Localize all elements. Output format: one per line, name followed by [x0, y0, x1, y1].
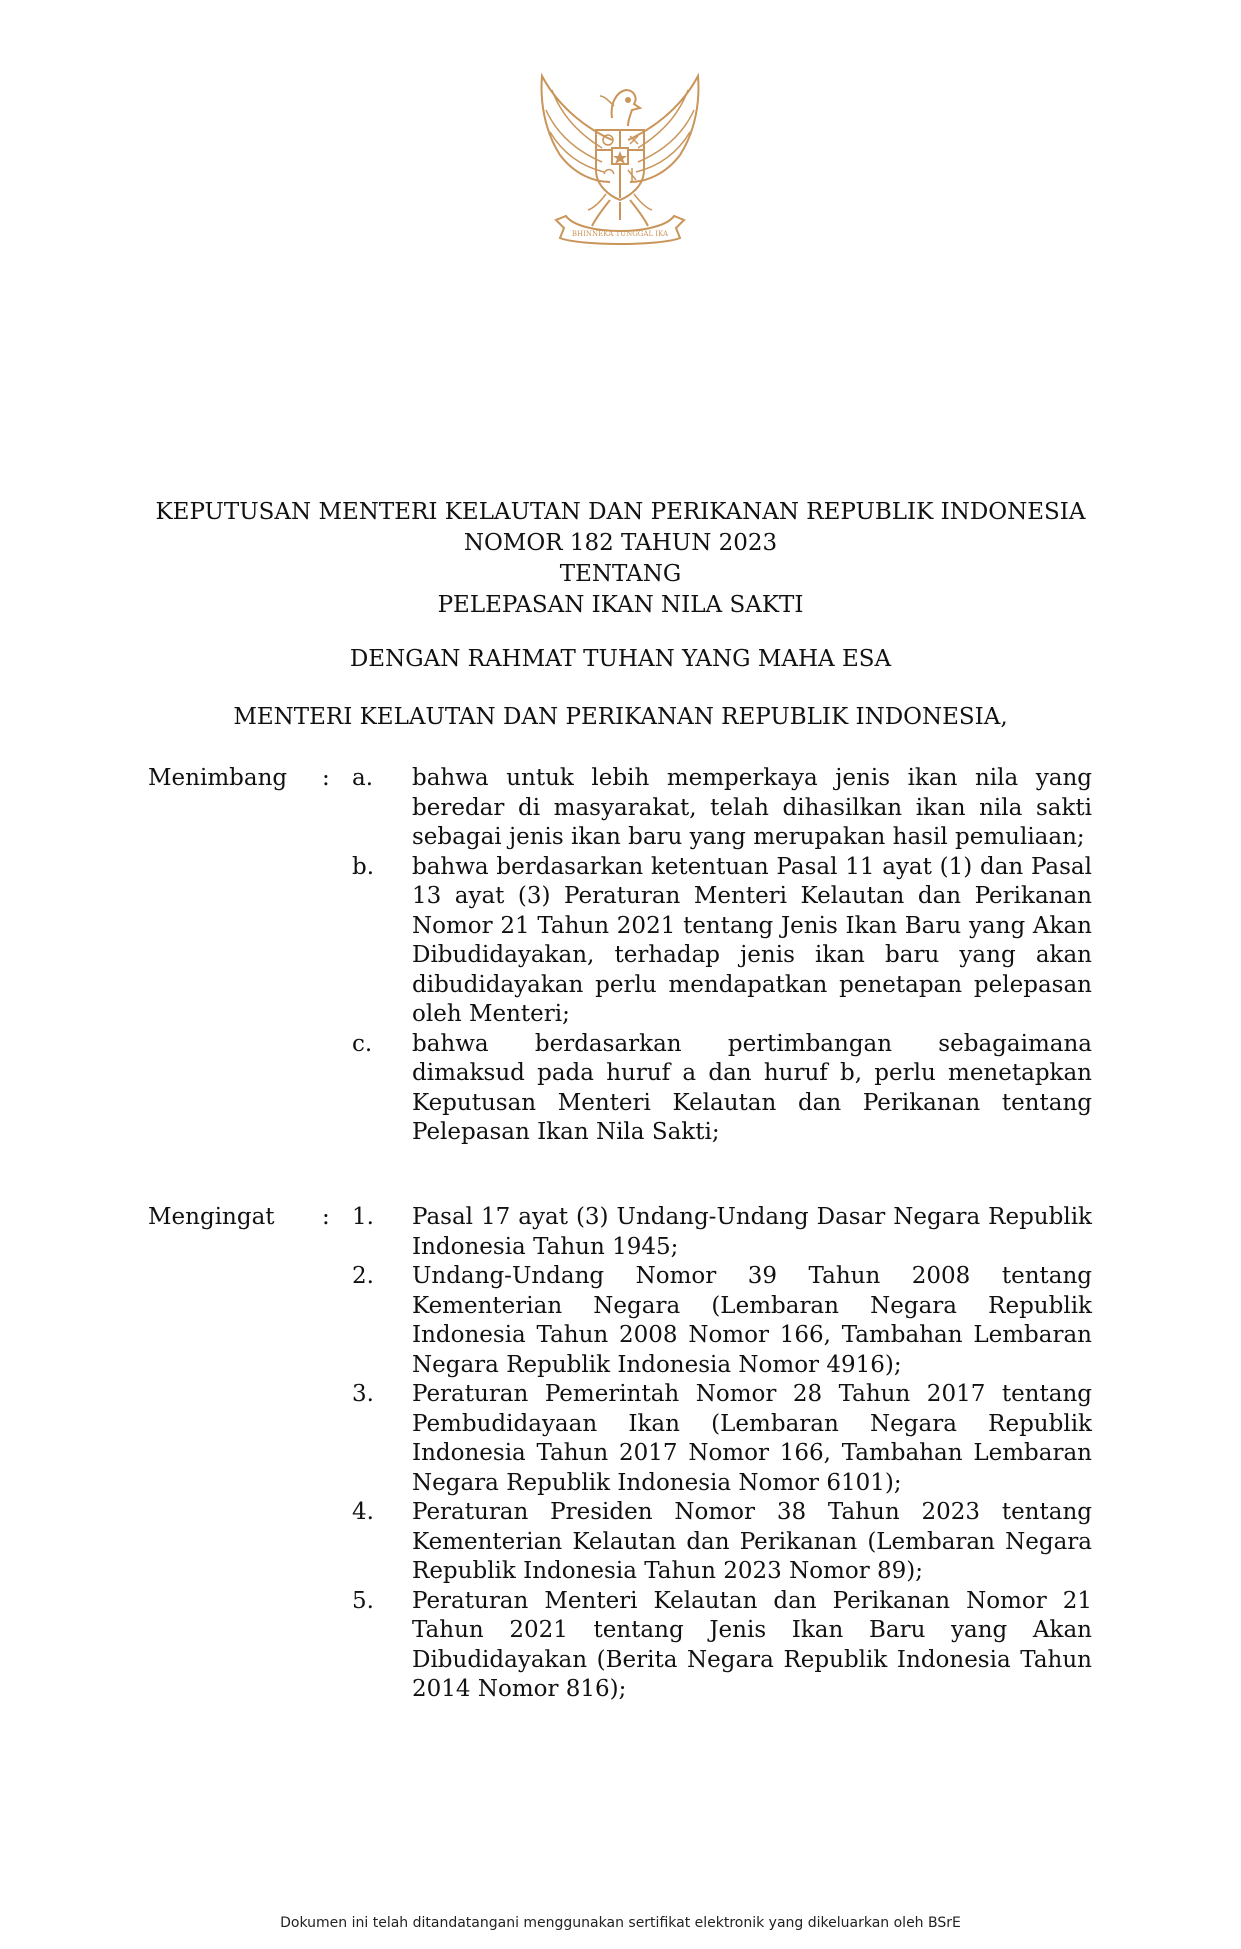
title-line-3: TENTANG [559, 561, 682, 587]
garuda-emblem-icon [530, 70, 710, 252]
considering-item [0, 764, 1241, 853]
title-line-2: NOMOR 182 TAHUN 2023 [463, 530, 778, 556]
recalling-label: Mengingat [148, 1204, 275, 1230]
item-text: Peraturan Pemerintah Nomor 28 Tahun 2017 tentang Pembudidayaan Ikan (Lembaran Negara Republik Indonesia Tahun 2017 Nomor 166, Tambahan Lembaran Negara Republik Indonesia Nomor 6101); [412, 1381, 1092, 1496]
item-marker: 4. [352, 1499, 374, 1525]
considering-item [0, 1030, 1241, 1148]
considering-item [0, 853, 1241, 1030]
considering-section [0, 764, 1241, 1148]
item-marker: a. [352, 765, 374, 791]
item-marker: 1. [352, 1204, 374, 1230]
issuing-official: MENTERI KELAUTAN DAN PERIKANAN REPUBLIK INDONESIA, [233, 704, 1008, 730]
recalling-section [0, 1203, 1241, 1705]
recalling-colon: : [322, 1204, 330, 1230]
item-text: Undang-Undang Nomor 39 Tahun 2008 tentang Kementerian Negara (Lembaran Negara Republik Indonesia Tahun 2008 Nomor 166, Tambahan Lembaran Negara Republik Indonesia Nomor 4916); [412, 1263, 1092, 1378]
item-marker: c. [352, 1030, 373, 1057]
document-title [0, 497, 1241, 621]
invocation: DENGAN RAHMAT TUHAN YANG MAHA ESA [349, 646, 892, 672]
item-marker: 3. [352, 1381, 374, 1407]
considering-colon: : [322, 765, 330, 791]
item-text: Pasal 17 ayat (3) Undang-Undang Dasar Negara Republik Indonesia Tahun 1945; [412, 1204, 1092, 1260]
signature-footer-note: Dokumen ini telah ditandatangani menggunakan sertifikat elektronik yang dikeluarkan oleh BSrE [280, 1915, 961, 1931]
considering-label: Menimbang [148, 765, 288, 791]
item-marker: 5. [352, 1587, 374, 1614]
svg-text:BHINNEKA TUNGGAL IKA: BHINNEKA TUNGGAL IKA [571, 230, 669, 238]
title-line-1: KEPUTUSAN MENTERI KELAUTAN DAN PERIKANAN REPUBLIK INDONESIA [155, 499, 1086, 525]
recalling-item [0, 1498, 1241, 1587]
item-text: bahwa untuk lebih memperkaya jenis ikan nila yang beredar di masyarakat, telah dihasilkan ikan nila sakti sebagai jenis ikan baru yang merupakan hasil pemuliaan; [412, 765, 1092, 850]
item-text: Peraturan Menteri Kelautan dan Perikanan Nomor 21 Tahun 2021 tentang Jenis Ikan Baru yang Akan Dibudidayakan (Berita Negara Republik Indonesia Tahun 2014 Nomor 816); [412, 1587, 1092, 1702]
item-marker: b. [352, 853, 375, 880]
item-text: bahwa berdasarkan ketentuan Pasal 11 ayat (1) dan Pasal 13 ayat (3) Peraturan Menteri Kelautan dan Perikanan Nomor 21 Tahun 2021 tentang Jenis Ikan Baru yang Akan Dibudidayakan, terhadap jenis ikan baru yang akan dibudidayakan perlu mendapatkan penetapan pelepasan oleh Menteri; [412, 853, 1092, 1027]
item-text: bahwa berdasarkan pertimbangan sebagaimana dimaksud pada huruf a dan huruf b, perlu menetapkan Keputusan Menteri Kelautan dan Perikanan tentang Pelepasan Ikan Nila Sakti; [412, 1030, 1092, 1145]
item-text: Peraturan Presiden Nomor 38 Tahun 2023 tentang Kementerian Kelautan dan Perikanan (Lembaran Negara Republik Indonesia Tahun 2023 Nomor 89); [412, 1499, 1092, 1584]
recalling-item [0, 1262, 1241, 1380]
item-marker: 2. [352, 1263, 374, 1289]
recalling-item [0, 1203, 1241, 1262]
title-line-4: PELEPASAN IKAN NILA SAKTI [437, 592, 804, 618]
recalling-item [0, 1587, 1241, 1705]
recalling-item [0, 1380, 1241, 1498]
